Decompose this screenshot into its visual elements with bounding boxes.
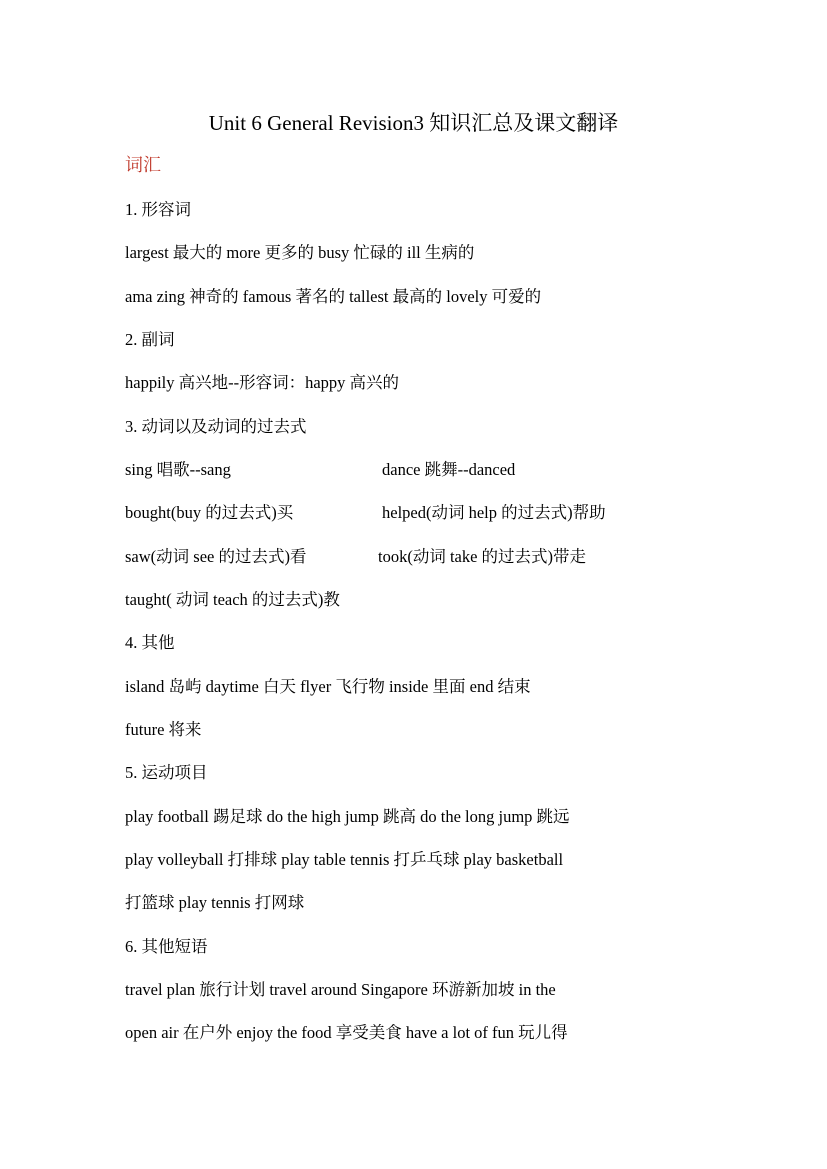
phrases-line-2: open air 在户外 enjoy the food 享受美食 have a lot of fun 玩儿得 xyxy=(125,1023,568,1042)
heading-sports: 5. 运动项目 xyxy=(125,763,208,782)
heading-adjectives: 1. 形容词 xyxy=(125,200,191,219)
verb-took: took(动词 take 的过去式)带走 xyxy=(378,547,587,566)
adjectives-line-2: ama zing 神奇的 famous 著名的 tallest 最高的 lovely 可爱的 xyxy=(125,287,542,306)
heading-adverbs: 2. 副词 xyxy=(125,330,175,349)
verb-helped: helped(动词 help 的过去式)帮助 xyxy=(382,503,606,522)
section-heading-vocabulary: 词汇 xyxy=(125,155,161,175)
sports-line-2: play volleyball 打排球 play table tennis 打乒乓球 play basketball xyxy=(125,850,564,869)
verb-sing: sing 唱歌--sang xyxy=(125,460,231,479)
verb-bought: bought(buy 的过去式)买 xyxy=(125,503,294,522)
sports-line-1: play football 踢足球 do the high jump 跳高 do the long jump 跳远 xyxy=(125,807,570,826)
heading-others: 4. 其他 xyxy=(125,633,175,652)
verbs-line-2 xyxy=(125,501,725,525)
verbs-line-3 xyxy=(125,545,725,569)
heading-verbs: 3. 动词以及动词的过去式 xyxy=(125,417,307,436)
adverbs-line-1: happily 高兴地--形容词：happy 高兴的 xyxy=(125,373,400,392)
verb-saw: saw(动词 see 的过去式)看 xyxy=(125,547,307,566)
verbs-line-4: taught( 动词 teach 的过去式)教 xyxy=(125,590,340,609)
phrases-line-1: travel plan 旅行计划 travel around Singapore 环游新加坡 in the xyxy=(125,980,556,999)
others-line-1: island 岛屿 daytime 白天 flyer 飞行物 inside 里面 end 结束 xyxy=(125,677,531,696)
verb-dance: dance 跳舞--danced xyxy=(382,460,516,479)
others-line-2: future 将来 xyxy=(125,720,202,739)
adjectives-line-1: largest 最大的 more 更多的 busy 忙碌的 ill 生病的 xyxy=(125,243,475,262)
sports-line-3: 打篮球 play tennis 打网球 xyxy=(125,893,305,912)
document-title: Unit 6 General Revision3 知识汇总及课文翻译 xyxy=(208,111,619,135)
verbs-line-1 xyxy=(125,458,725,482)
heading-phrases: 6. 其他短语 xyxy=(125,937,208,956)
